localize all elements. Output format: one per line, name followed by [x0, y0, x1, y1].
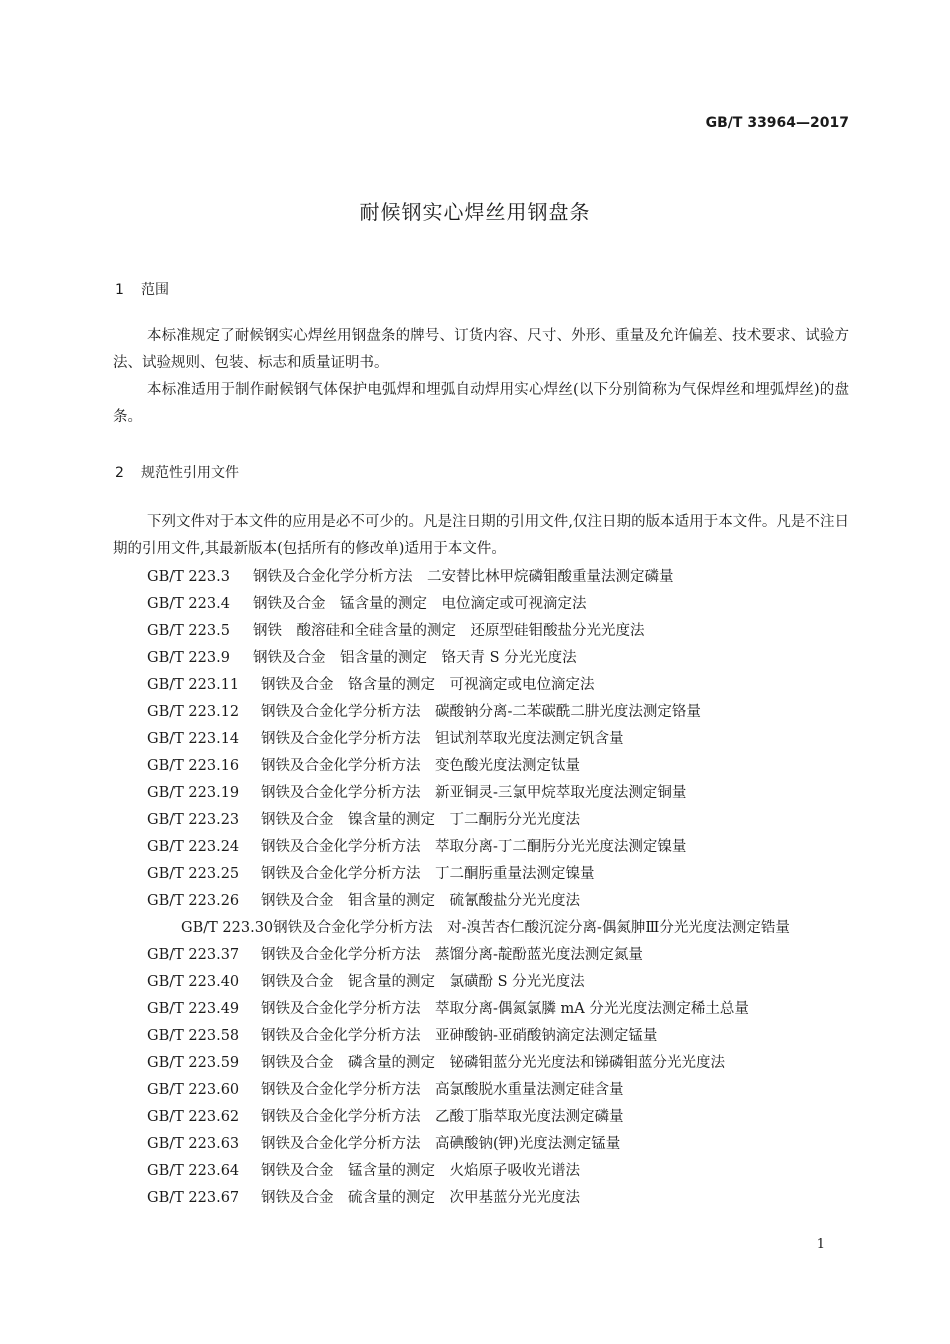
- reference-title: 钢铁及合金 铝含量的测定 铬天青 S 分光光度法: [253, 650, 577, 666]
- section-title: 范围: [141, 282, 169, 298]
- reference-item: [113, 726, 849, 753]
- reference-item: [113, 780, 849, 807]
- reference-item: [113, 996, 849, 1023]
- reference-item: [113, 591, 849, 618]
- reference-item: [113, 888, 849, 915]
- reference-code: GB/T 223.23: [147, 812, 240, 828]
- reference-item: [113, 1050, 849, 1077]
- references-intro-paragraph: 下列文件对于本文件的应用是必不可少的。凡是注日期的引用文件,仅注日期的版本适用于本文件。凡是不注日期的引用文件,其最新版本(包括所有的修改单)适用于本文件。: [113, 514, 849, 557]
- reference-title: 钢铁及合金化学分析方法 高碘酸钠(钾)光度法测定锰量: [261, 1136, 621, 1152]
- reference-title: 钢铁及合金 钼含量的测定 硫氰酸盐分光光度法: [261, 893, 580, 909]
- reference-code: GB/T 223.9: [147, 650, 230, 666]
- reference-code: GB/T 223.14: [147, 731, 240, 747]
- reference-code: GB/T 223.62: [147, 1109, 240, 1125]
- reference-item: [113, 915, 849, 942]
- reference-title: 钢铁及合金化学分析方法 钽试剂萃取光度法测定钒含量: [261, 731, 624, 747]
- reference-item: [113, 807, 849, 834]
- reference-title: 钢铁及合金化学分析方法 萃取分离-丁二酮肟分光光度法测定镍量: [261, 839, 687, 855]
- document-title: 耐候钢实心焊丝用钢盘条: [359, 200, 591, 224]
- reference-item: [113, 834, 849, 861]
- reference-item: [113, 1023, 849, 1050]
- section-heading-normative-references: [115, 462, 239, 482]
- reference-code: GB/T 223.67: [147, 1190, 240, 1206]
- reference-code: GB/T 223.40: [147, 974, 240, 990]
- section-number: 2: [115, 465, 124, 481]
- reference-item: [113, 969, 849, 996]
- scope-paragraph-1: 本标准规定了耐候钢实心焊丝用钢盘条的牌号、订货内容、尺寸、外形、重量及允许偏差、技术要求、试验方法、试验规则、包装、标志和质量证明书。: [113, 328, 849, 371]
- section-heading-scope: [115, 279, 169, 299]
- reference-title: 钢铁及合金化学分析方法 碳酸钠分离-二苯碳酰二肼光度法测定铬量: [261, 704, 701, 720]
- reference-title: 钢铁及合金化学分析方法 高氯酸脱水重量法测定硅含量: [261, 1082, 624, 1098]
- reference-item: [113, 699, 849, 726]
- reference-code: GB/T 223.60: [147, 1082, 240, 1098]
- reference-title: 钢铁及合金化学分析方法 乙酸丁脂萃取光度法测定磷量: [261, 1109, 624, 1125]
- reference-list: [113, 564, 849, 1212]
- reference-code: GB/T 223.3: [147, 569, 230, 585]
- reference-code: GB/T 223.49: [147, 1001, 240, 1017]
- reference-code: GB/T 223.25: [147, 866, 240, 882]
- reference-title: 钢铁及合金化学分析方法 萃取分离-偶氮氯膦 mA 分光光度法测定稀土总量: [261, 1001, 749, 1017]
- reference-title: 钢铁及合金化学分析方法 亚砷酸钠-亚硝酸钠滴定法测定锰量: [261, 1028, 658, 1044]
- page-number: 1: [816, 1237, 825, 1252]
- reference-code: GB/T 223.64: [147, 1163, 240, 1179]
- reference-title: 钢铁及合金 磷含量的测定 铋磷钼蓝分光光度法和锑磷钼蓝分光光度法: [261, 1055, 725, 1071]
- reference-item: [113, 1077, 849, 1104]
- reference-title: 钢铁及合金化学分析方法 对-溴苦杏仁酸沉淀分离-偶氮胂Ⅲ分光光度法测定锆量: [273, 920, 790, 936]
- reference-item: [113, 942, 849, 969]
- reference-item: [113, 672, 849, 699]
- section-number: 1: [115, 282, 124, 298]
- reference-title: 钢铁及合金化学分析方法 新亚铜灵-三氯甲烷萃取光度法测定铜量: [261, 785, 687, 801]
- reference-code: GB/T 223.63: [147, 1136, 240, 1152]
- reference-item: [113, 1158, 849, 1185]
- reference-title: 钢铁及合金 铬含量的测定 可视滴定或电位滴定法: [261, 677, 595, 693]
- reference-code: GB/T 223.16: [147, 758, 240, 774]
- reference-title: 钢铁及合金化学分析方法 蒸馏分离-靛酚蓝光度法测定氮量: [261, 947, 643, 963]
- reference-code: GB/T 223.37: [147, 947, 240, 963]
- reference-title: 钢铁 酸溶硅和全硅含量的测定 还原型硅钼酸盐分光光度法: [253, 623, 645, 639]
- scope-paragraph-2: 本标准适用于制作耐候钢气体保护电弧焊和埋弧自动焊用实心焊丝(以下分别简称为气保焊丝和埋弧焊丝)的盘条。: [113, 382, 849, 425]
- reference-item: [113, 645, 849, 672]
- reference-code: GB/T 223.59: [147, 1055, 240, 1071]
- reference-code: GB/T 223.4: [147, 596, 230, 612]
- reference-title: 钢铁及合金化学分析方法 丁二酮肟重量法测定镍量: [261, 866, 595, 882]
- reference-code: GB/T 223.24: [147, 839, 240, 855]
- reference-item: [113, 1104, 849, 1131]
- reference-title: 钢铁及合金 镍含量的测定 丁二酮肟分光光度法: [261, 812, 580, 828]
- reference-title: 钢铁及合金 硫含量的测定 次甲基蓝分光光度法: [261, 1190, 580, 1206]
- reference-code: GB/T 223.11: [147, 677, 240, 693]
- reference-item: [113, 1185, 849, 1212]
- section-title: 规范性引用文件: [141, 465, 239, 481]
- reference-code: GB/T 223.30: [181, 920, 274, 936]
- standard-number: GB/T 33964—2017: [705, 115, 849, 131]
- reference-code: GB/T 223.19: [147, 785, 240, 801]
- reference-item: [113, 861, 849, 888]
- reference-item: [113, 753, 849, 780]
- reference-code: GB/T 223.12: [147, 704, 240, 720]
- reference-code: GB/T 223.58: [147, 1028, 240, 1044]
- reference-title: 钢铁及合金化学分析方法 二安替比林甲烷磷钼酸重量法测定磷量: [253, 569, 674, 585]
- reference-title: 钢铁及合金 锰含量的测定 电位滴定或可视滴定法: [253, 596, 587, 612]
- reference-title: 钢铁及合金化学分析方法 变色酸光度法测定钛量: [261, 758, 580, 774]
- reference-title: 钢铁及合金 锰含量的测定 火焰原子吸收光谱法: [261, 1163, 580, 1179]
- reference-item: [113, 1131, 849, 1158]
- reference-code: GB/T 223.26: [147, 893, 240, 909]
- reference-title: 钢铁及合金 铌含量的测定 氯磺酚 S 分光光度法: [261, 974, 585, 990]
- reference-item: [113, 618, 849, 645]
- reference-item: [113, 564, 849, 591]
- reference-code: GB/T 223.5: [147, 623, 230, 639]
